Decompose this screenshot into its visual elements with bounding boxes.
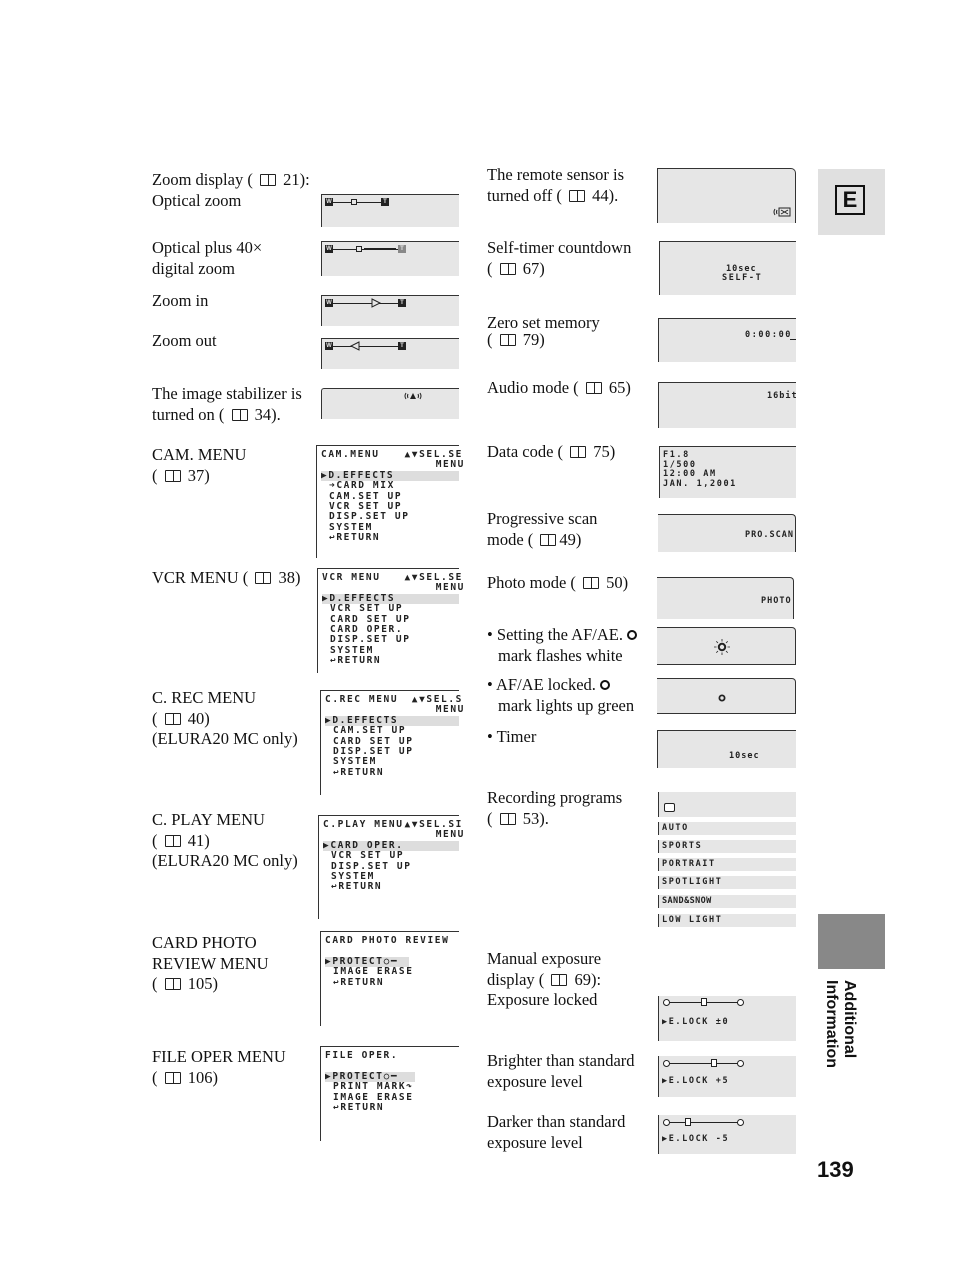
caption-zoom-out: Zoom out <box>152 331 217 350</box>
remote-sensor-off-icon <box>774 207 792 217</box>
photo-label: PHOTO <box>761 596 792 606</box>
menu-sel-hint: ▲▼SEL.SE <box>404 449 463 460</box>
exposure-level-marker <box>685 1118 691 1126</box>
zoom-t-marker: T <box>398 299 406 307</box>
exposure-max-marker <box>737 999 744 1006</box>
cam-menu-screen: CAM.MENU ▲▼SEL.SE MENU ▶D.EFFECTS ➜CARD MIX CAM.SET UP VCR SET UP DISP.SET UP SYSTEM ↩RETURN <box>316 445 459 558</box>
program-spotlight: SPOTLIGHT <box>658 876 796 889</box>
submenu-arrow-icon: ➜ <box>329 480 337 492</box>
file-oper-screen: FILE OPER. ▶PROTECT○━ PRINT MARK↷ IMAGE ERASE ↩RETURN <box>320 1046 459 1141</box>
osd-data-code <box>659 446 796 498</box>
self-timer-seconds: 10sec <box>726 264 757 274</box>
caption-recording-programs: Recording programs ( 53). <box>487 788 623 828</box>
timer-value: 10sec <box>729 751 760 761</box>
osd-zoom-in <box>321 295 459 326</box>
book-icon <box>540 534 556 546</box>
caption-vcr-menu: VCR MENU ( 38) <box>152 568 301 587</box>
zoom-bar <box>333 303 399 304</box>
program-mode-icon <box>664 803 675 812</box>
osd-zoom-digital <box>321 241 459 276</box>
zoom-w-marker: W <box>326 343 332 349</box>
zoom-w-marker: W <box>326 300 332 306</box>
print-mark-icon: ↷ <box>406 1081 414 1093</box>
menu-sel-hint: ▲▼SEL.S <box>411 694 463 705</box>
caption-photo-mode: Photo mode ( 50) <box>487 573 629 592</box>
zero-set-mark-icon <box>790 328 796 340</box>
page-number: 139 <box>817 1157 854 1182</box>
exposure-lock-value: E.LOCK ±0 <box>668 1017 730 1027</box>
osd-self-timer <box>659 241 796 295</box>
cursor-arrow-icon: ▶ <box>322 592 330 604</box>
exposure-max-marker <box>737 1060 744 1067</box>
osd-zoom-out <box>321 338 459 369</box>
caption-timer: • Timer <box>487 727 537 746</box>
book-icon <box>165 1072 181 1084</box>
caption-digital-zoom: Optical plus 40× digital zoom <box>152 238 263 278</box>
osd-zero-set-memory <box>658 318 796 362</box>
menu-title: CAM.MENU <box>321 449 380 460</box>
book-icon <box>551 974 567 986</box>
osd-af-ae-setting <box>657 627 796 665</box>
program-portrait: PORTRAIT <box>658 858 796 871</box>
self-timer-label: SELF-T <box>722 273 763 283</box>
osd-zoom-optical <box>321 194 459 227</box>
menu-title: C.REC MENU <box>325 694 399 705</box>
cursor-arrow-icon: ▶ <box>662 1076 669 1086</box>
osd-progressive-scan <box>658 514 796 552</box>
book-icon <box>165 835 181 847</box>
exposure-lock-value: E.LOCK +5 <box>668 1076 730 1086</box>
cursor-arrow-icon: ▶ <box>323 839 331 851</box>
book-icon <box>500 813 516 825</box>
osd-timer <box>657 730 796 768</box>
menu-item-selected: ▶D.EFFECTS <box>321 471 459 481</box>
section-label-line2: Information <box>823 980 840 1068</box>
caption-self-timer: Self-timer countdown ( 67) <box>487 238 632 278</box>
data-code-time: 12:00 AM <box>663 469 717 479</box>
exposure-bar <box>669 1063 738 1064</box>
return-arrow-icon: ↩ <box>330 655 338 667</box>
book-icon <box>255 572 271 584</box>
zoom-out-arrow-icon <box>351 342 359 350</box>
audio-mode-value: 16bit <box>767 391 798 401</box>
caption-cplay-menu: C. PLAY MENU ( 41) (ELURA20 MC only) <box>152 810 298 870</box>
cursor-arrow-icon: ▶ <box>325 714 333 726</box>
caption-remote-sensor: The remote sensor is turned off ( 44). <box>487 165 625 205</box>
menu-item-selected: ▶PROTECT○━ <box>325 1072 415 1082</box>
osd-exposure-darker <box>658 1115 796 1154</box>
caption-manual-exposure: Manual exposure display ( 69): Exposure locked <box>487 949 602 1009</box>
caption-image-stabilizer: The image stabilizer is turned on ( 34). <box>152 384 302 424</box>
zoom-t-marker: T <box>381 198 389 206</box>
cursor-arrow-icon: ▶ <box>325 955 333 967</box>
book-icon <box>569 190 585 202</box>
book-icon <box>165 978 181 990</box>
menu-set-hint: MENU <box>435 829 465 841</box>
return-arrow-icon: ↩ <box>331 881 339 893</box>
af-ae-locked-mark-icon <box>718 694 726 702</box>
program-sports: SPORTS <box>658 840 796 853</box>
data-code-aperture: F1.8 <box>663 450 690 460</box>
digital-zoom-segment <box>364 248 396 250</box>
menu-title: VCR MENU <box>322 572 381 583</box>
return-arrow-icon: ↩ <box>333 1101 341 1113</box>
menu-title: CARD PHOTO REVIEW <box>325 935 450 946</box>
osd-audio-mode <box>658 382 796 428</box>
menu-item-selected: ▶CARD OPER. <box>323 841 459 851</box>
osd-photo-mode <box>657 577 794 619</box>
menu-item-selected: ▶PROTECT○━ <box>325 957 409 967</box>
menu-title: C.PLAY MENU <box>323 819 404 830</box>
menu-title: FILE OPER. <box>325 1050 399 1061</box>
zoom-position-marker <box>356 246 362 252</box>
af-ae-mark-icon <box>627 630 637 640</box>
osd-exposure-locked <box>658 996 796 1041</box>
key-icon: ○━ <box>383 1070 399 1082</box>
osd-program-ae <box>658 792 796 817</box>
pro-scan-label: PRO.SCAN <box>745 530 794 540</box>
exposure-level-marker <box>701 998 707 1006</box>
image-stabilizer-icon <box>405 391 421 401</box>
book-icon <box>583 577 599 589</box>
zoom-t-marker: T <box>398 245 406 253</box>
return-arrow-icon: ↩ <box>329 532 337 544</box>
menu-set-hint: MENU <box>435 582 465 594</box>
menu-item-selected: ▶D.EFFECTS <box>322 594 459 604</box>
zoom-position-marker <box>351 199 357 205</box>
caption-af-ae-locked: • AF/AE locked. mark lights up green <box>487 675 635 715</box>
book-icon <box>500 263 516 275</box>
caption-zero-set: Zero set memory ( 79) <box>487 313 600 349</box>
caption-crec-menu: C. REC MENU ( 40) (ELURA20 MC only) <box>152 688 298 748</box>
section-tab <box>818 914 885 969</box>
osd-exposure-brighter <box>658 1056 796 1097</box>
exposure-lock-value: E.LOCK -5 <box>668 1134 730 1144</box>
data-code-date: JAN. 1,2001 <box>663 478 737 489</box>
caption-cam-menu: CAM. MENU ( 37) <box>152 445 247 485</box>
section-label-line1: Additional <box>841 980 858 1059</box>
cursor-arrow-icon: ▶ <box>662 1017 669 1027</box>
vcr-menu-screen: VCR MENU ▲▼SEL.SE MENU ▶D.EFFECTS VCR SET UP CARD SET UP CARD OPER. DISP.SET UP SYSTEM ↩RETURN <box>317 568 459 673</box>
crec-menu-screen: C.REC MENU ▲▼SEL.S MENU ▶D.EFFECTS CAM.SET UP CARD SET UP DISP.SET UP SYSTEM ↩RETURN <box>320 690 459 795</box>
return-arrow-icon: ↩ <box>333 976 341 988</box>
caption-data-code: Data code ( 75) <box>487 442 616 461</box>
book-icon <box>165 713 181 725</box>
caption-brighter: Brighter than standard exposure level <box>487 1051 635 1091</box>
book-icon <box>165 470 181 482</box>
cursor-arrow-icon: ▶ <box>321 469 329 481</box>
caption-zoom-in: Zoom in <box>152 291 209 310</box>
book-icon <box>570 446 586 458</box>
zoom-w-marker: W <box>326 199 332 205</box>
card-photo-review-screen: CARD PHOTO REVIEW ▶PROTECT○━ IMAGE ERASE ↩RETURN <box>320 931 459 1026</box>
program-sand-snow: SAND&SNOW <box>658 895 796 908</box>
menu-sel-hint: ▲▼SEL.SE <box>404 572 463 583</box>
zoom-bar <box>333 202 381 203</box>
menu-set-hint: MENU <box>435 704 465 716</box>
caption-darker: Darker than standard exposure level <box>487 1112 626 1152</box>
af-ae-mark-icon <box>600 680 610 690</box>
af-ae-flashing-mark-icon <box>714 639 730 655</box>
cplay-menu-screen: C.PLAY MENU ▲▼SEL.SI MENU ▶CARD OPER. VCR SET UP DISP.SET UP SYSTEM ↩RETURN <box>318 815 459 919</box>
menu-item-selected: ▶D.EFFECTS <box>325 716 459 726</box>
exposure-level-marker <box>711 1059 717 1067</box>
menu-sel-hint: ▲▼SEL.SI <box>404 819 463 830</box>
caption-audio-mode: Audio mode ( 65) <box>487 378 631 397</box>
caption-card-photo-review-menu: CARD PHOTO REVIEW MENU ( 105) <box>152 933 269 993</box>
caption-progressive-scan: Progressive scan mode ( 49) <box>487 509 598 549</box>
program-auto: AUTO <box>658 822 796 835</box>
language-tab <box>818 169 885 235</box>
zero-set-counter: 0:00:00 <box>745 330 793 340</box>
book-icon <box>500 334 516 346</box>
cursor-arrow-icon: ▶ <box>325 1070 333 1082</box>
book-icon <box>586 382 602 394</box>
exposure-bar <box>669 1122 738 1123</box>
zoom-t-marker: T <box>398 342 406 350</box>
osd-af-ae-locked <box>657 678 796 714</box>
book-icon <box>232 409 248 421</box>
zoom-bar <box>333 346 399 347</box>
key-icon: ○━ <box>383 955 399 967</box>
program-low-light: LOW LIGHT <box>658 914 796 927</box>
data-code-shutter: 1/500 <box>663 459 697 470</box>
zoom-w-marker: W <box>326 246 332 252</box>
menu-set-hint: MENU <box>435 459 465 471</box>
book-icon <box>260 174 276 186</box>
caption-file-oper-menu: FILE OPER MENU ( 106) <box>152 1047 286 1087</box>
caption-af-ae-setting: • Setting the AF/AE. mark flashes white <box>487 625 637 666</box>
zoom-in-arrow-icon <box>372 299 380 307</box>
exposure-max-marker <box>737 1119 744 1126</box>
return-arrow-icon: ↩ <box>333 766 341 778</box>
osd-remote-sensor <box>657 168 796 223</box>
cursor-arrow-icon: ▶ <box>662 1134 669 1144</box>
language-tab-letter: E <box>835 185 865 215</box>
osd-image-stabilizer <box>321 388 459 419</box>
caption-zoom-display: Zoom display ( 21): Optical zoom <box>152 170 310 210</box>
